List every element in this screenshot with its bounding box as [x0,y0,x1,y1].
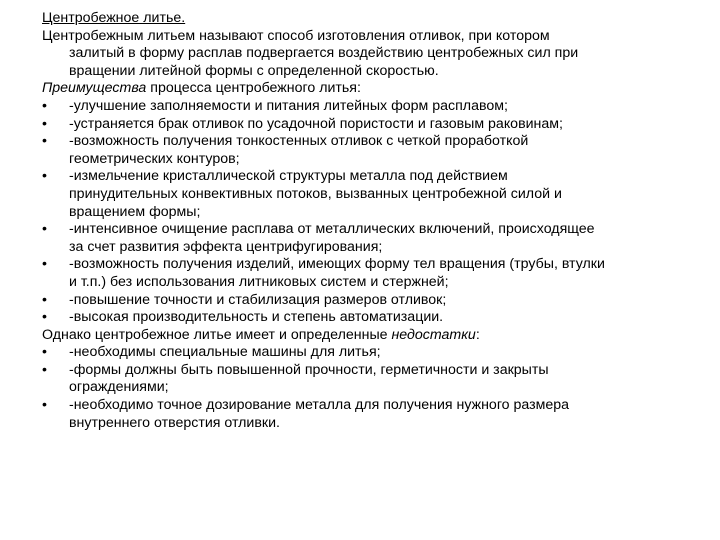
bullet-text [69,292,692,310]
bullet-icon: • [42,309,47,326]
bullet-text-line: -формы должны быть повышенной прочности, герметичности и закрыты [69,361,549,378]
slide-title: Центробежное литье. [42,10,186,26]
bullet-icon: • [42,133,47,150]
bullet-text [69,168,692,221]
disadvantages-heading-after: : [475,326,480,343]
bullet-text-line: геометрических контуров; [69,150,240,167]
bullet-icon: • [42,361,47,378]
bullet-icon: • [42,168,47,185]
bullet-item [42,397,692,432]
bullet-icon: • [42,397,47,414]
bullet-text-line: -возможность получения тонкостенных отливок с четкой проработкой [69,133,529,150]
bullet-text-line: -возможность получения изделий, имеющих форму тел вращения (трубы, втулки [69,256,605,273]
bullet-item [42,221,692,256]
bullet-icon: • [42,221,47,238]
bullet-text [69,133,692,168]
bullet-text-line: вращением формы; [69,203,201,220]
bullet-item [42,256,692,291]
bullet-text [69,309,692,327]
bullet-icon: • [42,256,47,273]
bullet-text-line: принудительных конвективных потоков, вызванных центробежной силой и [69,185,562,202]
bullet-item [42,98,692,116]
bullet-text [69,256,692,291]
bullet-text-line: -устраняется брак отливок по усадочной пористости и газовым раковинам; [69,115,563,132]
bullet-text [69,397,692,432]
disadvantages-heading-before: Однако центробежное литье имеет и определенные [42,326,392,343]
bullet-item [42,292,692,310]
bullet-item [42,362,692,397]
bullet-item [42,309,692,327]
bullet-text [69,362,692,397]
bullet-text-line: -интенсивное очищение расплава от металлических включений, происходящее [69,221,595,238]
bullet-text-line: -необходимы специальные машины для литья; [69,344,381,361]
bullet-text-line: -необходимо точное дозирование металла для получения нужного размера [69,397,570,414]
bullet-text-line: и т.п.) без использования литниковых систем и стержней; [69,273,449,290]
advantages-heading-italic: Преимущества [42,80,147,97]
bullet-text-line: ограждениями; [69,379,169,396]
bullet-item [42,344,692,362]
disadvantages-heading-italic: недостатки [391,326,476,343]
slide-text-body [42,10,692,432]
bullet-text-line: за счет развития эффекта центрифугирования; [69,238,383,255]
bullet-text [69,116,692,134]
bullet-item [42,168,692,221]
definition-line: вращении литейной формы с определенной скоростью. [69,62,439,79]
bullet-icon: • [42,344,47,361]
definition-line: залитый в форму расплав подвергается воздействию центробежных сил при [69,45,579,62]
disadvantages-heading [42,327,692,345]
definition-paragraph [42,28,692,81]
bullet-text [69,344,692,362]
bullet-text-line: -повышение точности и стабилизация размеров отливок; [69,291,447,308]
advantages-heading-rest: процесса центробежного литья: [146,80,361,97]
bullet-text [69,98,692,116]
advantages-heading [42,80,692,98]
bullet-text-line: -высокая производительность и степень автоматизации. [69,309,444,326]
bullet-item [42,133,692,168]
advantages-list [42,98,692,327]
bullet-icon: • [42,115,47,132]
bullet-text [69,221,692,256]
bullet-icon: • [42,97,47,114]
definition-line: Центробежным литьем называют способ изготовления отливок, при котором [42,27,550,44]
bullet-text-line: внутреннего отверстия отливки. [69,414,280,431]
bullet-icon: • [42,291,47,308]
bullet-text-line: -измельчение кристаллической структуры металла под действием [69,168,508,185]
bullet-item [42,116,692,134]
bullet-text-line: -улучшение заполняемости и питания литейных форм расплавом; [69,97,508,114]
disadvantages-list [42,344,692,432]
